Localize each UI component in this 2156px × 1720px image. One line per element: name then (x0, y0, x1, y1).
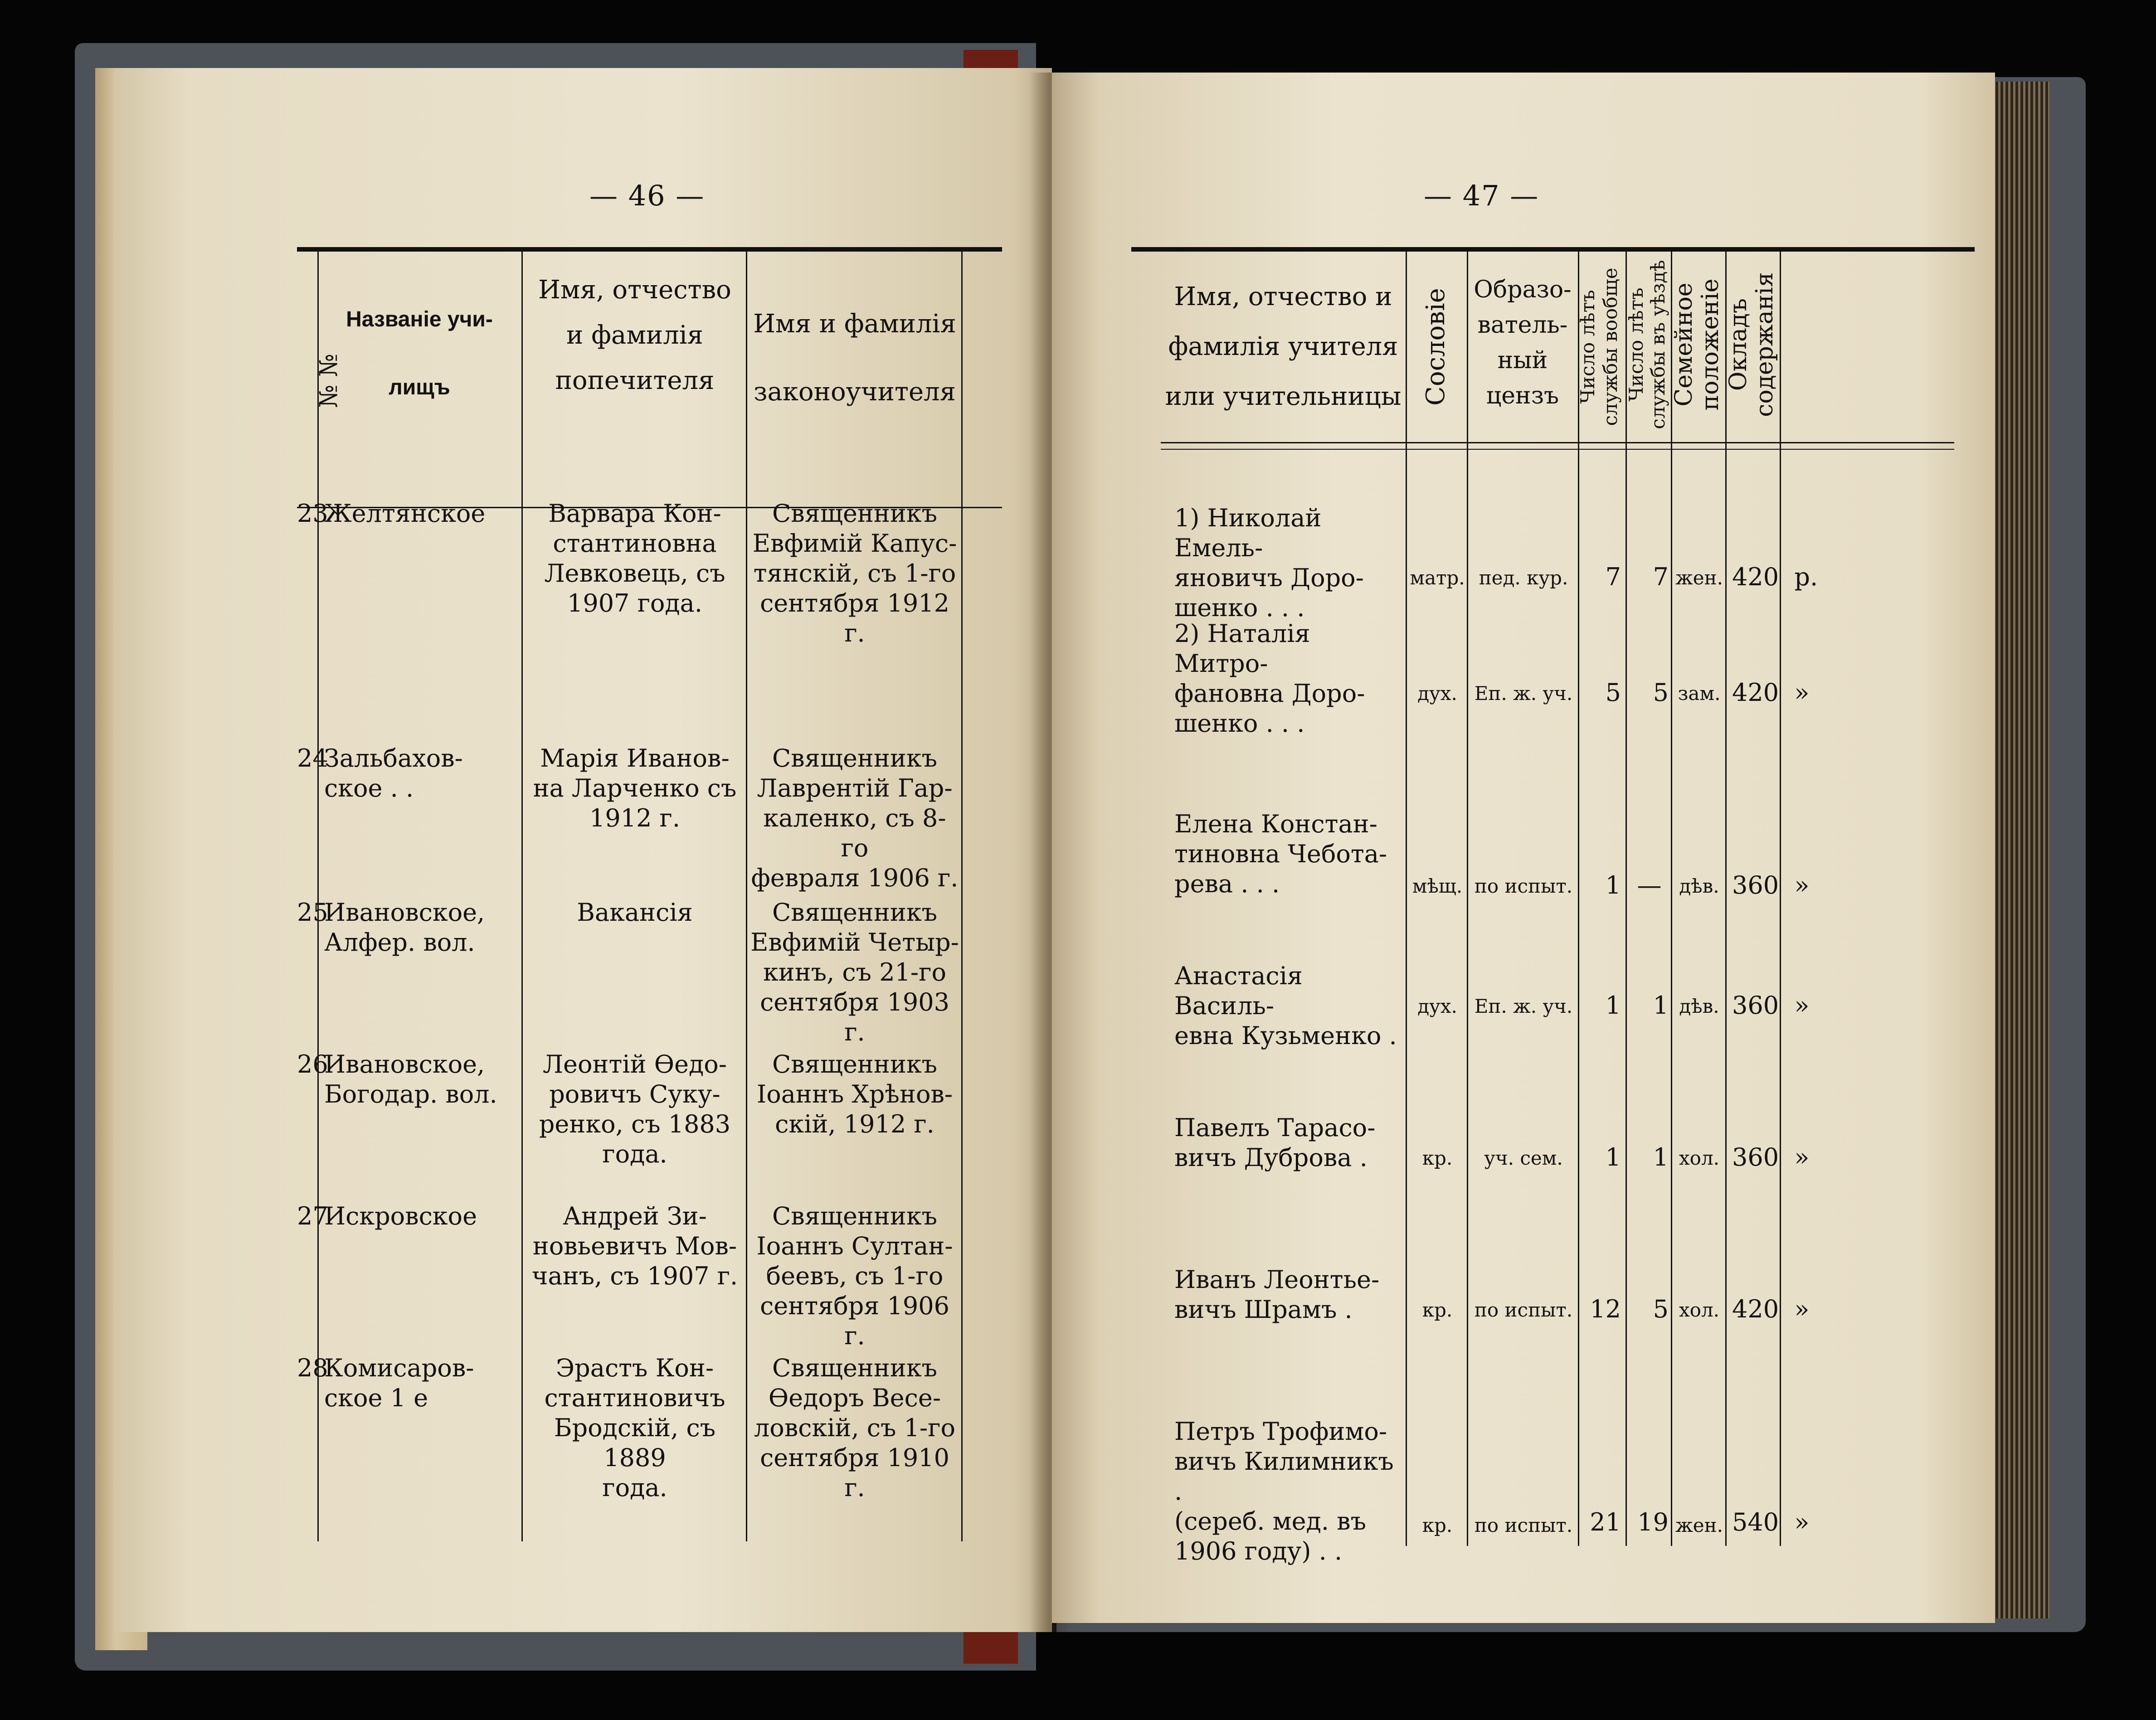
row-number: 26 (297, 1050, 328, 1079)
salary: 420 р. (1732, 563, 1818, 591)
teacher-law-name: Священникъ Ѳедоръ Весе- ловскій, съ 1-го сентября 1910 г. (754, 1354, 955, 1502)
salary: 360 » (1732, 1143, 1810, 1171)
column-divider (1406, 252, 1407, 1546)
column-divider (521, 252, 523, 1541)
table-top-rule (1131, 247, 1975, 252)
years-total: 1 (1605, 991, 1621, 1020)
teacher-name: Иванъ Леонтье- вичъ Шрамъ . (1174, 1265, 1380, 1324)
school-name: Комисаров- ское 1 е (324, 1354, 474, 1412)
salary: 540 » (1732, 1508, 1810, 1536)
column-divider (1626, 252, 1627, 1546)
page-number-left: — 46 — (589, 179, 705, 212)
family-status: хол. (1679, 1299, 1719, 1321)
salary: 420 » (1732, 678, 1810, 707)
family-status: зам. (1678, 682, 1721, 705)
header-number: № № (314, 354, 343, 408)
years-district: 7 (1653, 563, 1669, 591)
family-status: дѣв. (1679, 875, 1719, 897)
years-district: 1 (1653, 991, 1669, 1020)
years-total: 5 (1605, 678, 1621, 707)
header-rule (1161, 442, 1954, 443)
estate: кр. (1422, 1299, 1453, 1321)
teacher-name: Елена Констан- тиновна Чебота- рева . . . (1174, 810, 1387, 898)
header-years-district: Число лѣтъ службы въ уѣздѣ (1625, 260, 1669, 429)
header-teacher-law: Имя и фамилія законоучителя (753, 309, 956, 407)
teacher-law-name: Священникъ Евфимій Капус- тянскій, съ 1-го сентября 1912 г. (752, 499, 957, 647)
years-total: 12 (1590, 1295, 1621, 1323)
header-trustee: Имя, отчество и фамилія попечителя (538, 275, 731, 395)
family-status: хол. (1679, 1147, 1719, 1169)
teacher-name: 2) Наталія Митро- фановна Доро- шенко . . . (1174, 619, 1365, 738)
school-name: Желтянское (324, 499, 486, 528)
school-name: Искровское (324, 1202, 477, 1230)
row-number: 23 (297, 499, 328, 528)
family-status: жен. (1675, 1514, 1723, 1536)
years-total: 1 (1605, 1143, 1621, 1171)
years-district: — (1637, 871, 1662, 899)
education: Еп. ж. уч. (1474, 995, 1573, 1017)
trustee-name: Варвара Кон- стантиновна Левковець, съ 1907 года. (544, 499, 725, 617)
estate: матр. (1410, 567, 1465, 589)
estate: мѣщ. (1412, 875, 1463, 897)
estate: дух. (1417, 682, 1457, 705)
row-number: 28 (297, 1354, 328, 1382)
table-top-rule (297, 247, 1002, 252)
salary: 360 » (1732, 991, 1810, 1020)
header-family-status: Семейное положеніе (1670, 278, 1724, 411)
trustee-name: Андрей Зи- новьевичъ Мов- чанъ, съ 1907 г. (531, 1202, 738, 1290)
row-number: 25 (297, 898, 328, 927)
education: по испыт. (1474, 1299, 1573, 1321)
header-estate: Сословіе (1421, 288, 1450, 406)
education: по испыт. (1474, 875, 1573, 897)
years-district: 1 (1653, 1143, 1669, 1171)
education: уч. сем. (1484, 1147, 1563, 1169)
family-status: дѣв. (1679, 995, 1719, 1017)
left-page (113, 68, 1052, 1632)
years-total: 1 (1605, 871, 1621, 899)
header-salary: Окладъ содержанія (1725, 272, 1778, 417)
salary: 360 » (1732, 871, 1810, 899)
years-total: 7 (1605, 563, 1621, 591)
years-district: 19 (1637, 1508, 1669, 1536)
trustee-name: Леонтій Ѳедо- ровичъ Суку- ренко, съ 1883 года. (539, 1050, 731, 1168)
trustee-name: Марія Иванов- на Ларченко съ 1912 г. (533, 744, 737, 832)
column-divider (1725, 252, 1727, 1546)
header-school-name: Названіе учи- лищъ (346, 307, 493, 399)
teacher-name: Анастасія Василь- евна Кузьменко . (1174, 962, 1397, 1050)
years-district: 5 (1653, 1295, 1669, 1323)
trustee-name: Эрастъ Кон- стантиновичъ Бродскій, съ 1889 года. (544, 1354, 725, 1502)
column-divider (961, 252, 963, 1541)
education: Еп. ж. уч. (1474, 682, 1573, 705)
teacher-law-name: Священникъ Іоаннъ Хрѣнов- скій, 1912 г. (756, 1050, 953, 1138)
row-number: 24 (297, 744, 328, 773)
estate: кр. (1422, 1514, 1453, 1536)
years-district: 5 (1653, 678, 1669, 707)
page-edges-right (1991, 82, 2049, 1618)
column-divider (1671, 252, 1672, 1546)
teacher-law-name: Священникъ Іоаннъ Султан- беевъ, съ 1-го сентября 1906 г. (756, 1202, 953, 1350)
family-status: жен. (1675, 567, 1723, 589)
header-teacher: Имя, отчество и фамилія учителя или учительницы (1165, 282, 1402, 411)
school-name: Ивановское, Богодар. вол. (324, 1050, 497, 1108)
teacher-name: Павелъ Тарасо- вичъ Дуброва . (1174, 1113, 1376, 1172)
school-name: Зальбахов- ское . . (324, 744, 463, 802)
teacher-name: 1) Николай Емель- яновичъ Доро- шенко . . . (1174, 504, 1364, 622)
header-rule (1161, 449, 1954, 450)
school-name: Ивановское, Алфер. вол. (324, 898, 485, 957)
header-education: Образо- ватель- ный цензъ (1474, 276, 1572, 409)
column-divider (317, 252, 319, 1541)
row-number: 27 (297, 1202, 328, 1230)
teacher-law-name: Священникъ Евфимій Четыр- кинъ, съ 21-го сентября 1903 г. (750, 898, 959, 1046)
trustee-name: Вакансія (577, 898, 693, 927)
teacher-name: Петръ Трофимо- вичъ Килимникъ . (сереб. мед. въ 1906 году) . . (1174, 1417, 1394, 1565)
column-divider (1467, 252, 1468, 1546)
column-divider (746, 252, 747, 1541)
education: по испыт. (1474, 1514, 1573, 1536)
right-page (1052, 73, 1995, 1623)
salary: 420 » (1732, 1295, 1810, 1323)
teacher-law-name: Священникъ Лаврентій Гар- каленко, съ 8-го февраля 1906 г. (751, 744, 959, 892)
column-divider (1578, 252, 1579, 1546)
page-number-right: — 47 — (1424, 179, 1539, 212)
estate: дух. (1417, 995, 1457, 1017)
education: пед. кур. (1479, 567, 1568, 589)
header-years-total: Число лѣтъ службы вообще (1577, 267, 1621, 426)
estate: кр. (1422, 1147, 1453, 1169)
years-total: 21 (1590, 1508, 1621, 1536)
